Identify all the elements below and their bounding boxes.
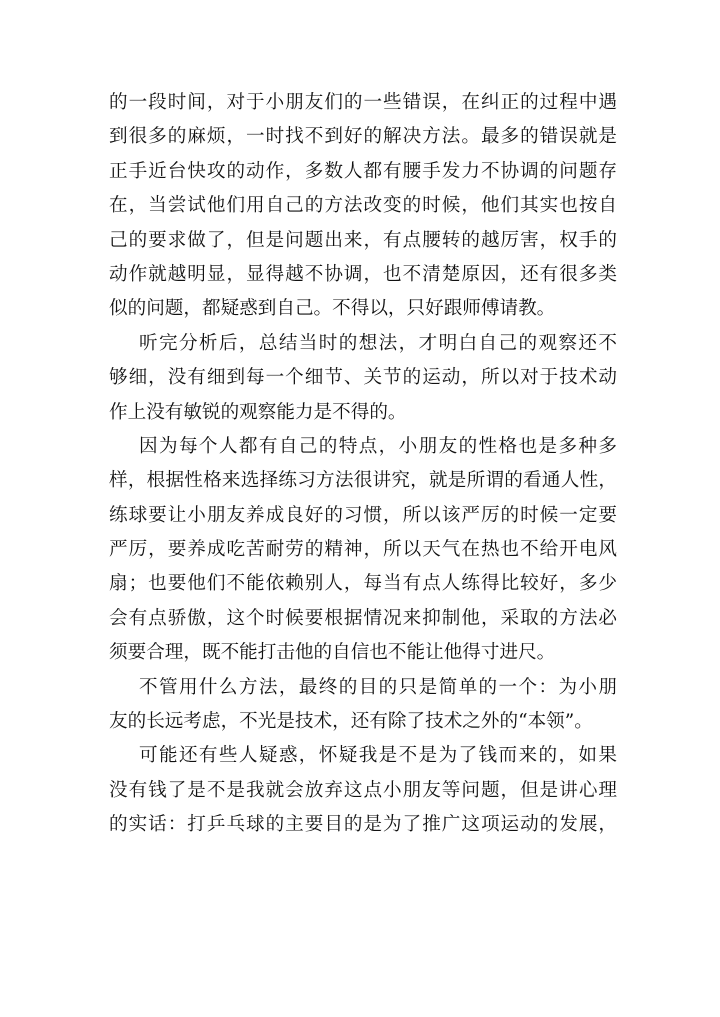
- text-line: 似的问题，都疑惑到自己。不得以，只好跟师傅请教。: [109, 298, 556, 320]
- text-line: 到很多的麻烦，一时找不到好的解决方法。最多的错误就是: [109, 126, 617, 148]
- body-text: [109, 86, 617, 843]
- paragraph: [109, 671, 617, 740]
- text-line: 严厉，要养成吃苦耐劳的精神，所以天气在热也不给开电风: [109, 539, 617, 561]
- text-line: 友的长远考虑，不光是技术，还有除了技术之外的“本领”。: [109, 711, 593, 733]
- text-line: 听完分析后，总结当时的想法，才明白自己的观察还不: [139, 332, 617, 354]
- text-line: 样，根据性格来选择练习方法很讲究，就是所谓的看通人性，: [109, 470, 617, 492]
- paragraph: [109, 739, 617, 842]
- text-line: 己的要求做了，但是问题出来，有点腰转的越厉害，权手的: [109, 229, 617, 251]
- text-line: 没有钱了是不是我就会放弃这点小朋友等问题，但是讲心理: [109, 779, 617, 801]
- text-line: 不管用什么方法，最终的目的只是简单的一个：为小朋: [139, 676, 617, 698]
- text-line: 正手近台快攻的动作，多数人都有腰手发力不协调的问题存: [109, 160, 617, 182]
- text-line: 够细，没有细到每一个细节、关节的运动，所以对于技术动: [109, 367, 617, 389]
- text-line: 的一段时间，对于小朋友们的一些错误，在纠正的过程中遇: [109, 92, 617, 113]
- text-line: 练球要让小朋友养成良好的习惯，所以该严厉的时候一定要: [109, 504, 617, 526]
- paragraph: [109, 327, 617, 430]
- paragraph: [109, 86, 617, 327]
- text-line: 作上没有敏锐的观察能力是不得的。: [109, 401, 407, 423]
- text-line: 会有点骄傲，这个时候要根据情况来抑制他，采取的方法必: [109, 607, 617, 629]
- text-line: 在，当尝试他们用自己的方法改变的时候，他们其实也按自: [109, 195, 617, 217]
- text-line: 的实话：打乒乓球的主要目的是为了推广这项运动的发展，: [109, 814, 617, 836]
- text-line: 因为每个人都有自己的特点，小朋友的性格也是多种多: [139, 435, 617, 457]
- text-line: 动作就越明显，显得越不协调，也不清楚原因，还有很多类: [109, 263, 617, 285]
- text-line: 扇；也要他们不能依赖别人，每当有点人练得比较好，多少: [109, 573, 617, 595]
- paragraph: [109, 430, 617, 671]
- text-line: 可能还有些人疑惑，怀疑我是不是为了钱而来的，如果: [139, 745, 617, 767]
- text-line: 须要合理，既不能打击他的自信也不能让他得寸进尺。: [109, 642, 556, 664]
